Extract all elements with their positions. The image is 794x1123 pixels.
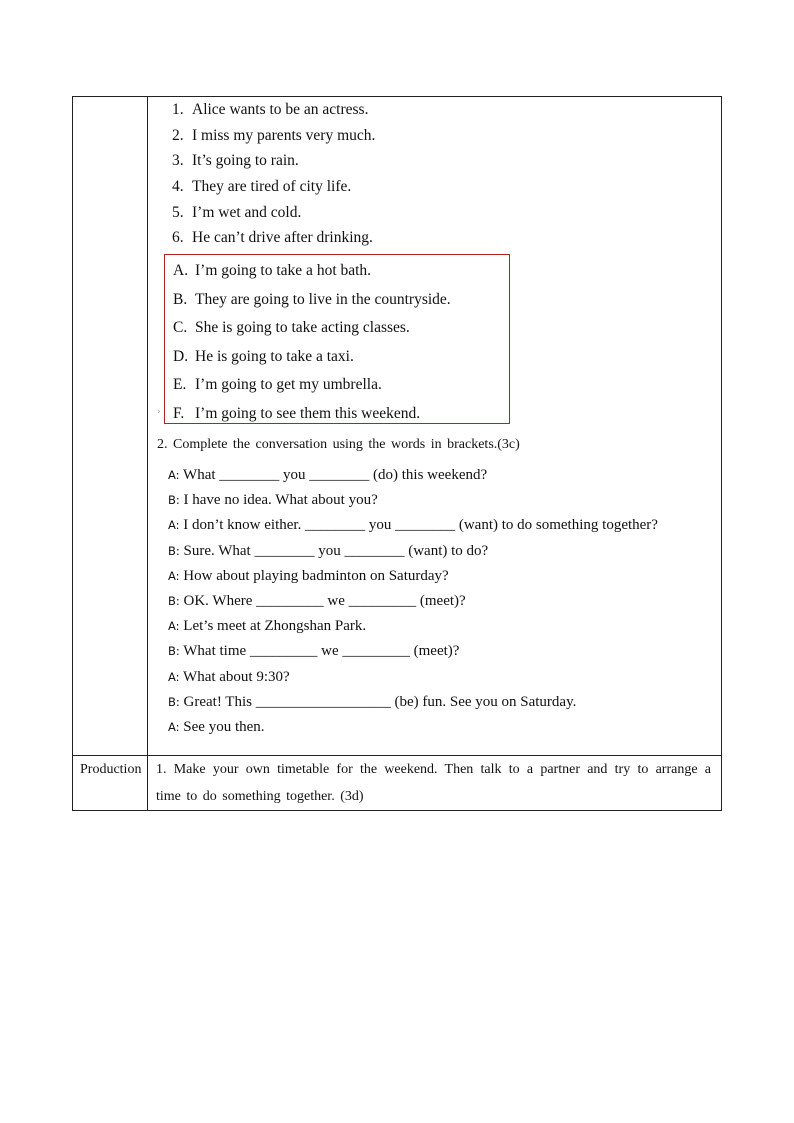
production-label: Production (73, 756, 148, 811)
list-item: 1. Alice wants to be an actress. (172, 101, 369, 118)
practice-row (73, 97, 722, 756)
list-item: 2. I miss my parents very much. (172, 126, 376, 144)
option-list (173, 257, 451, 429)
production-task-text: 1. Make your own timetable for the weekend. Then talk to a partner and try to arrange a time to do something together. (3d) (148, 756, 722, 811)
list-item: D. He is going to take a taxi. (173, 347, 354, 365)
dialog-line: B: I have no idea. What about you? (168, 492, 378, 509)
list-item: E. I’m going to get my umbrella. (173, 376, 382, 394)
options-box (164, 254, 510, 424)
dialog-line: B: Sure. What ________ you ________ (want) to do? (168, 542, 489, 559)
lesson-table (72, 96, 722, 811)
list-item: 6. He can’t drive after drinking. (172, 229, 373, 247)
list-item: 3. It’s going to rain. (172, 152, 299, 170)
sentence-list (172, 97, 375, 251)
task-heading: 2. Complete the conversation using the words in brackets.(3c) (157, 437, 520, 452)
dialog-line: A: How about playing badminton on Saturday? (168, 567, 449, 584)
practice-content-cell (148, 97, 722, 756)
list-item: 5. I’m wet and cold. (172, 203, 302, 221)
stage-label-cell-empty (73, 97, 148, 756)
conversation-list (168, 463, 658, 740)
dialog-line: A: Let’s meet at Zhongshan Park. (168, 618, 367, 635)
list-item: F. I’m going to see them this weekend. (173, 404, 421, 422)
production-row (73, 756, 722, 811)
dialog-line: A: What about 9:30? (168, 668, 290, 685)
list-item: C. She is going to take acting classes. (173, 319, 410, 337)
list-item: A. I’m going to take a hot bath. (173, 262, 372, 279)
paragraph-marker-icon: › (157, 407, 161, 417)
dialog-line: A: See you then. (168, 718, 265, 735)
list-item: B. They are going to live in the countryside. (173, 290, 451, 308)
list-item: 4. They are tired of city life. (172, 178, 352, 196)
dialog-line: A: What ________ you ________ (do) this weekend? (168, 467, 488, 483)
dialog-line: B: OK. Where _________ we _________ (meet)? (168, 592, 466, 609)
dialog-line: B: What time _________ we _________ (meet)? (168, 643, 460, 660)
dialog-line: B: Great! This __________________ (be) fun. See you on Saturday. (168, 693, 577, 710)
dialog-line: A: I don’t know either. ________ you ________ (want) to do something together? (168, 517, 658, 534)
